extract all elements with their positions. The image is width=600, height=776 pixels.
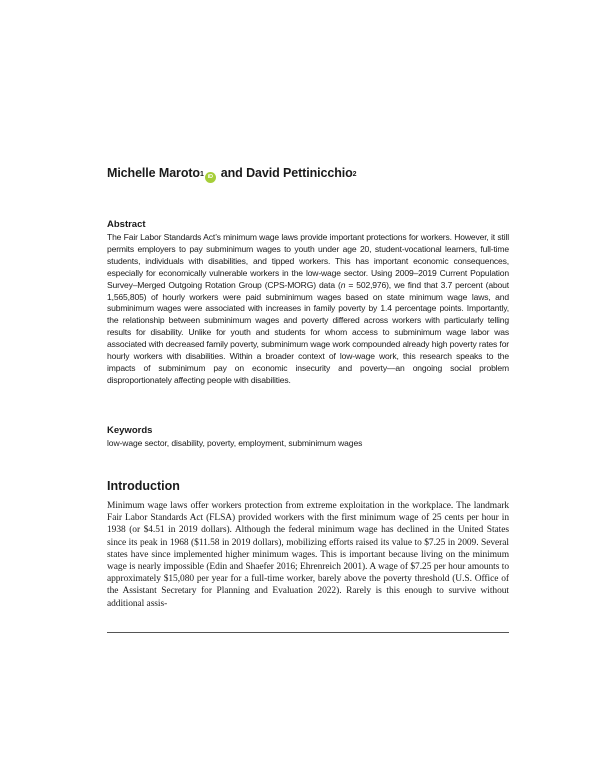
introduction-heading: Introduction	[107, 479, 180, 493]
abstract-text-part-2: = 502,976), we find that 3.7 percent (about 1,565,805) of hourly workers were paid subminimum wages based on state minimum wage laws, and subminimum wages were associated with increases in family poverty by 1.4 percentage points. Importantly, the relationship between subminimum wages and poverty differed across workers with particularly telling results for disability. Unlike for youth and students for whom access to subminimum wage labor was associated with decreased family poverty, subminimum wage work compounded already high poverty rates for hourly workers with disabilities. Within a broader context of low-wage work, this research speaks to the impacts of subminimum pay on economic insecurity and poverty—an ongoing social problem disproportionately affecting people with disabilities.	[107, 279, 509, 385]
keywords-heading: Keywords	[107, 425, 153, 436]
author-connector: and	[220, 166, 243, 180]
abstract-heading: Abstract	[107, 219, 146, 230]
author-name-pettinicchio: David Pettinicchio	[246, 166, 353, 180]
author-name-maroto: Michelle Maroto	[107, 166, 200, 180]
orcid-icon[interactable]: iD	[205, 172, 216, 183]
abstract-text-part-1: The Fair Labor Standards Act’s minimum wage laws provide important protections for workers. However, it still permits employers to pay subminimum wages to youth under age 20, student-vocational learners, full-time students, individuals with disabilities, and tipped workers. This has important economic consequences, especially for economically vulnerable workers in the low-wage sector. Using 2009–2019 Current Population Survey–Merged Outgoing Rotation Group (CPS-MORG) data (	[107, 232, 509, 290]
sample-size-symbol: n	[340, 279, 346, 290]
abstract-text	[107, 232, 509, 387]
keywords-text: low-wage sector, disability, poverty, employment, subminimum wages	[107, 438, 363, 448]
footnote-divider	[107, 632, 509, 633]
author-line: Michelle Maroto $^1$ iD and David Pettinicchio $^2$	[107, 166, 356, 182]
introduction-text: Minimum wage laws offer workers protection from extreme exploitation in the workplace. The landmark Fair Labor Standards Act (FLSA) provided workers with the first minimum wage of 25 cents per hour in 1938 (or $4.51 in 2019 dollars). Although the federal minimum wage has declined in the United States since its peak in 1968 ($11.58 in 2019 dollars), mobilizing efforts raised its value to $7.25 in 2009. Several states have since implemented higher minimum wages. This is important because living on the minimum wage is nearly impossible (Edin and Shaefer 2016; Ehrenreich 2001). A wage of $7.25 per hour amounts to approximately $15,080 per year for a full-time worker, barely above the poverty threshold (U.S. Office of the Assistant Secretary for Planning and Evaluation 2022). Rarely is this enough to survive without additional assis-	[107, 501, 509, 609]
